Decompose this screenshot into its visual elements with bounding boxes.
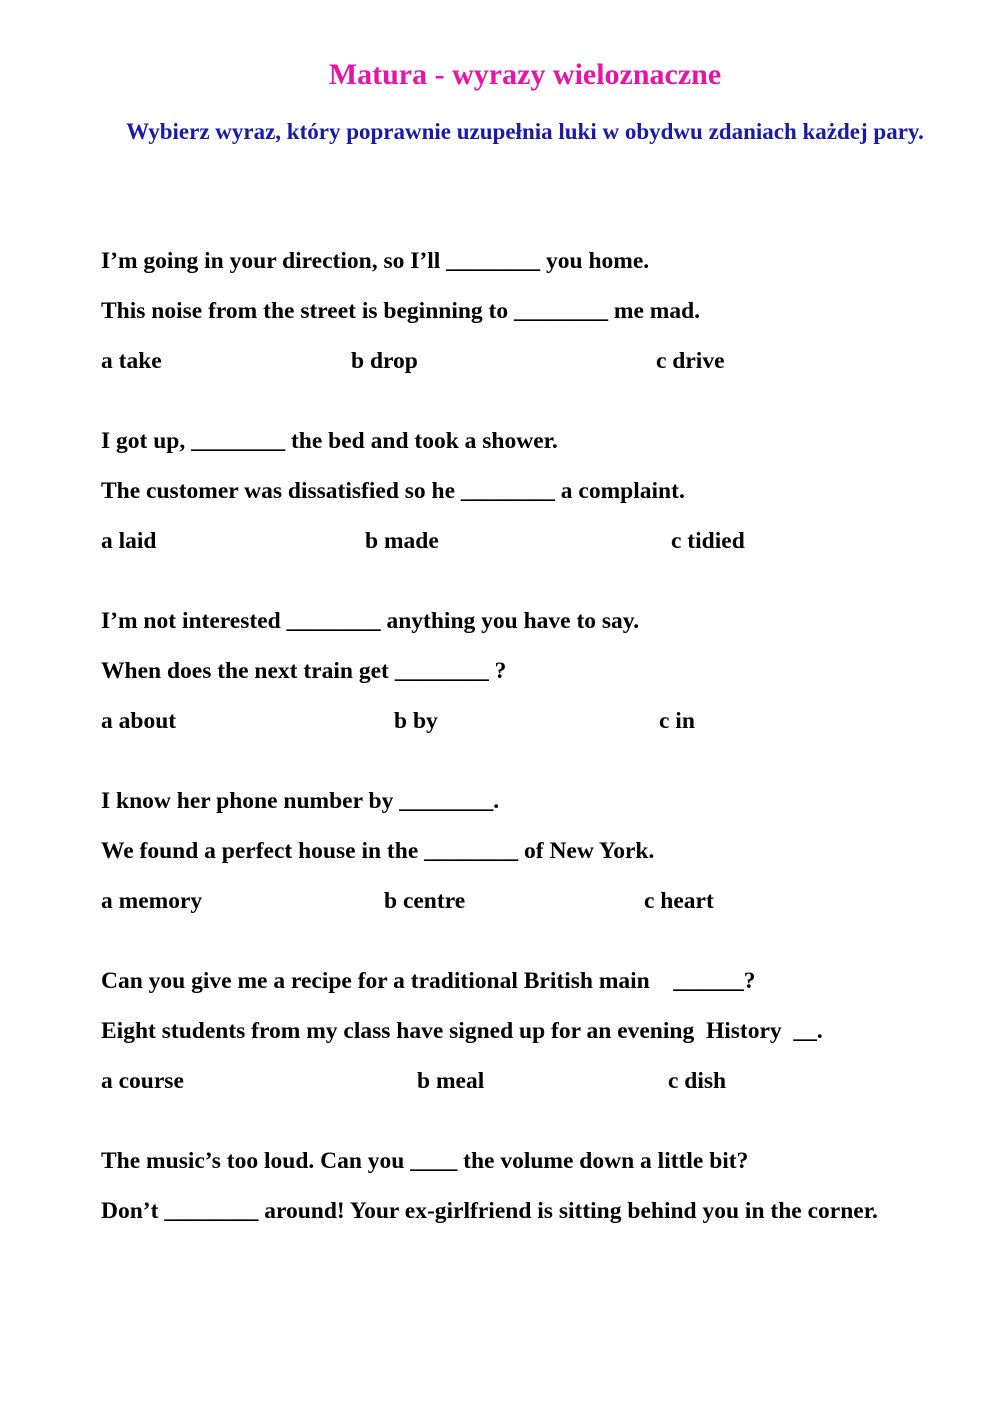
exercise-2 xyxy=(101,426,941,556)
exercise-3-option-c[interactable]: c in xyxy=(659,708,695,734)
exercise-4 xyxy=(101,786,941,916)
exercise-1-options xyxy=(101,346,941,376)
exercise-3-sentence-1: I’m not interested ________ anything you have to say. xyxy=(101,608,640,634)
exercise-2-option-a[interactable]: a laid xyxy=(101,528,157,554)
exercise-3 xyxy=(101,606,941,736)
exercise-2-sentence-1: I got up, ________ the bed and took a shower. xyxy=(101,428,558,454)
exercise-4-sentence-1: I know her phone number by ________. xyxy=(101,788,500,814)
exercise-4-option-a[interactable]: a memory xyxy=(101,888,203,914)
exercise-4-option-c[interactable]: c heart xyxy=(644,888,714,914)
exercise-1 xyxy=(101,246,941,376)
exercise-6-sentence-1: The music’s too loud. Can you ____ the volume down a little bit? xyxy=(101,1148,749,1174)
exercise-5-option-c[interactable]: c dish xyxy=(668,1068,727,1094)
exercise-5 xyxy=(101,966,941,1096)
exercise-5-options xyxy=(101,1066,941,1096)
exercise-1-sentence-2: This noise from the street is beginning to ________ me mad. xyxy=(101,298,701,324)
exercise-4-option-b[interactable]: b centre xyxy=(384,888,466,914)
exercise-2-sentence-2: The customer was dissatisfied so he ________ a complaint. xyxy=(101,478,685,504)
exercise-1-option-a[interactable]: a take xyxy=(101,348,162,374)
exercise-4-sentence-2: We found a perfect house in the ________ of New York. xyxy=(101,838,655,864)
exercise-6-sentence-2: Don’t ________ around! Your ex-girlfriend is sitting behind you in the corner. xyxy=(101,1198,878,1224)
exercise-4-options xyxy=(101,886,941,916)
page-title: Matura - wyrazy wieloznaczne xyxy=(328,58,722,91)
exercise-5-sentence-1: Can you give me a recipe for a traditional British main ______? xyxy=(101,968,756,994)
exercise-3-option-b[interactable]: b by xyxy=(394,708,438,734)
exercise-3-sentence-2: When does the next train get ________ ? xyxy=(101,658,507,684)
instruction-text: Wybierz wyraz, który poprawnie uzupełnia luki w obydwu zdaniach każdej pary. xyxy=(126,119,924,144)
exercise-1-sentence-1: I’m going in your direction, so I’ll ________ you home. xyxy=(101,248,650,274)
exercise-2-option-c[interactable]: c tidied xyxy=(671,528,745,554)
exercise-5-option-b[interactable]: b meal xyxy=(417,1068,485,1094)
exercise-6 xyxy=(101,1146,941,1226)
exercise-list xyxy=(101,246,941,1276)
exercise-5-option-a[interactable]: a course xyxy=(101,1068,184,1094)
exercise-3-options xyxy=(101,706,941,736)
exercise-2-options xyxy=(101,526,941,556)
exercise-2-option-b[interactable]: b made xyxy=(365,528,439,554)
exercise-3-option-a[interactable]: a about xyxy=(101,708,177,734)
exercise-5-sentence-2: Eight students from my class have signed up for an evening History __. xyxy=(101,1018,823,1044)
exercise-1-option-b[interactable]: b drop xyxy=(351,348,418,374)
exercise-1-option-c[interactable]: c drive xyxy=(656,348,725,374)
